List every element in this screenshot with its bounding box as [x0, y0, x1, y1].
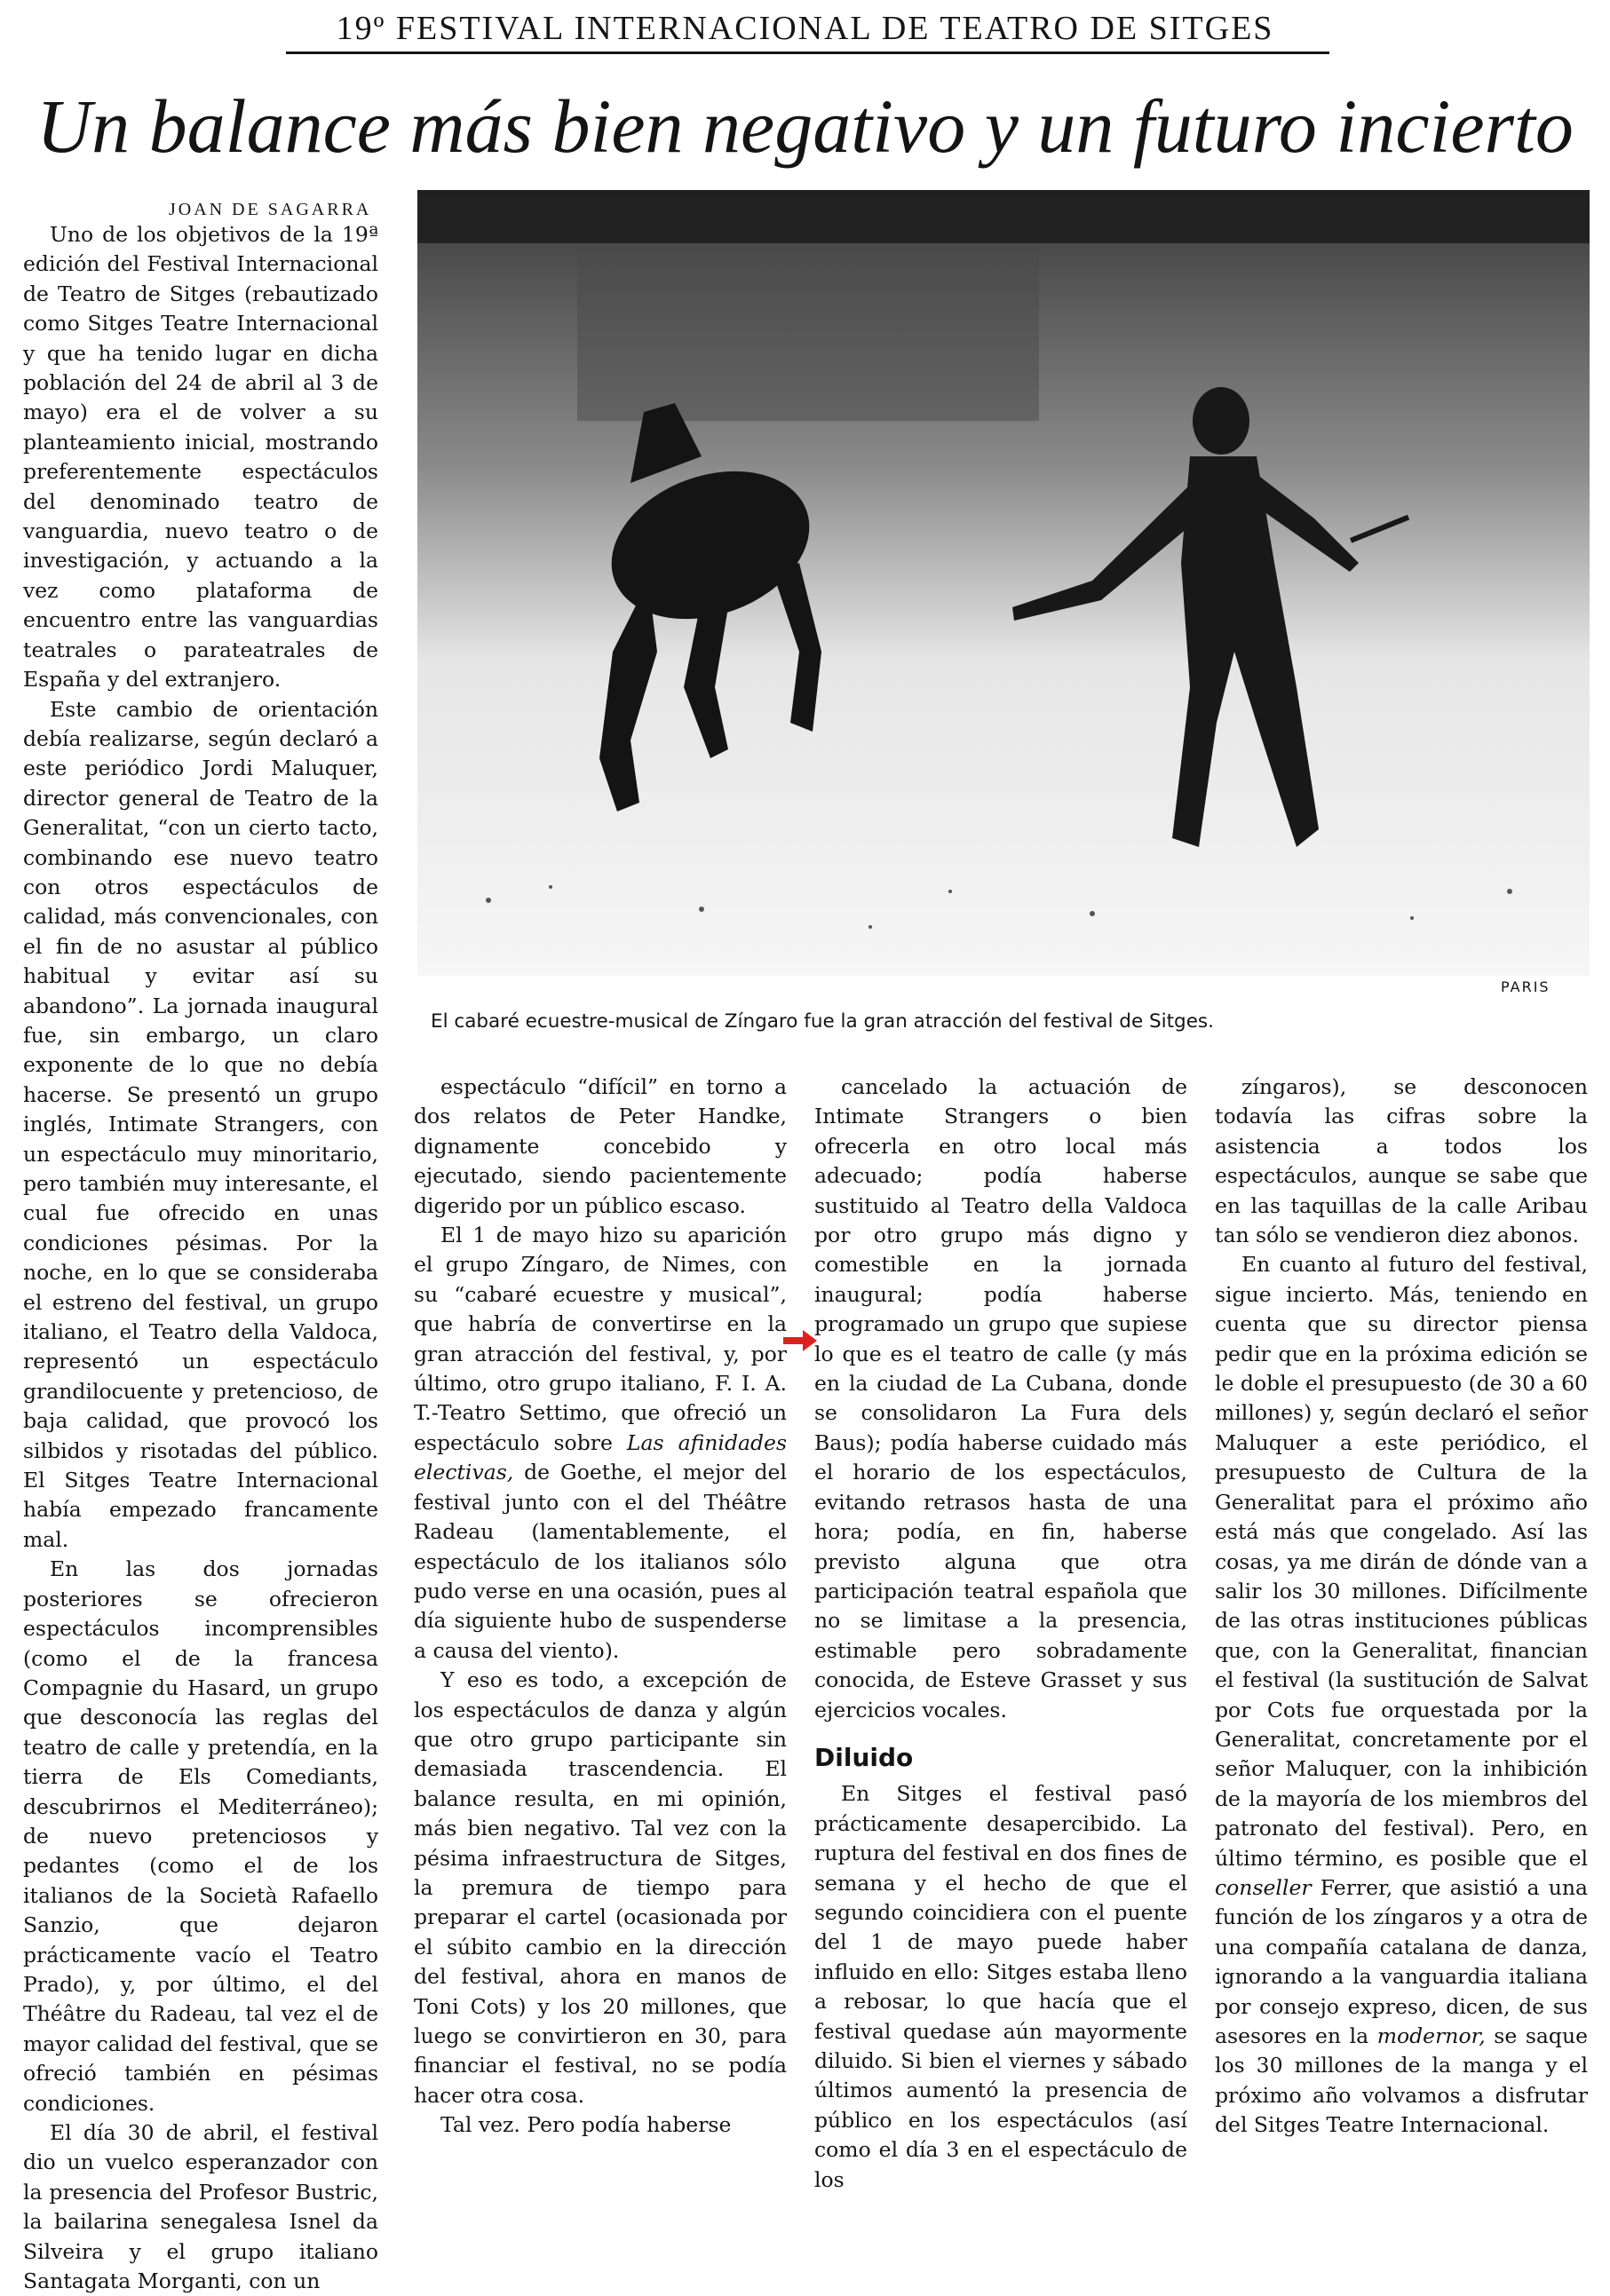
- paragraph: cancelado la actuación de Intimate Strangers o bien ofrecerla en otro local más adecuado; podía haberse sustituido al Teatro della Valdoca por otro grupo más digno y comestible en la jornada inaugural; podía haberse programado un grupo que supiese lo que es el teatro de calle (y más en la ciudad de La Cubana, donde se consolidaron La Fura dels Baus); podía haberse cuidado más el horario de los espectáculos, evitando retrasos hasta de una hora; podía, en fin, haberse previsto alguna que otra participación teatral española que no se limitase a la presencia, estimable pero sobradamente conocida, de Esteve Grasset y sus ejercicios vocales.: [814, 1074, 1187, 1722]
- italic-term: modernor,: [1376, 2023, 1486, 2048]
- column-2: [414, 1073, 787, 2141]
- work-title: Las afinidades electivas,: [414, 1429, 788, 1485]
- subheading: Diluido: [814, 1742, 914, 1772]
- red-arrow-icon: [783, 1330, 817, 1351]
- paragraph-text: En cuanto al futuro del festival, sigue incierto. Más, teniendo en cuenta que su director piensa pedir que en la próxima edición se le doble el presupuesto (de 30 a 60 millones) y, según declaró el señor Maluquer a este periódico, el presupuesto de Cultura de la Generalitat para el próximo año está más que congelado. Así las cosas, ya me dirán de dónde van a salir los 30 millones. Difícilmente de las otras instituciones públicas que, con la Generalitat, financian el festival (la sustitución de Salvat por Cots fue orquestada por la Generalitat, concretamente por el señor Maluquer, con la inhibición de la mayoría de los miembros del patronato del festival). Pero, en último término, es posible que el: [1215, 1252, 1588, 1871]
- photo-illustration: [417, 190, 1590, 976]
- paragraph-text: se saque los 30 millones de la manga y el próximo año volvamos a disfrutar del Sitges Teatre Internacional.: [1215, 2023, 1588, 2138]
- paragraph: Uno de los objetivos de la 19ª edición del Festival Internacional de Teatro de Sitges (rebautizado como Sitges Teatre Internacional y que ha tenido lugar en dicha población del 24 de abril al 3 de mayo) era el de volver a su planteamiento inicial, mostrando preferentemente espectáculos del denominado teatro de vanguardia, nuevo teatro o de investigación, y actuando a la vez como plataforma de encuentro entre las vanguardias teatrales o parateatrales de España y del extranjero.: [23, 222, 378, 693]
- paragraph: Este cambio de orientación debía realizarse, según declaró a este periódico Jordi Maluquer, director general de Teatro de la Generalitat, “con un cierto tacto, combinando ese nuevo teatro con otros espectáculos de calidad, más convencionales, con el fin de no asustar al público habitual y evitar así su abandono”. La jornada inaugural fue, sin embargo, un claro exponente de lo que no debía hacerse. Se presentó un grupo inglés, Intimate Strangers, con un espectáculo muy minoritario, pero también muy interesante, el cual fue ofrecido en unas condiciones pésimas. Por la noche, en lo que se consideraba el estreno del festival, un grupo italiano, el Teatro della Valdoca, representó un espectáculo grandilocuente y pretencioso, de baja calidad, que provocó los silbidos y risotadas del público. El Sitges Teatre Internacional había empezado francamente mal.: [23, 696, 378, 1552]
- byline: JOAN DE SAGARRA: [169, 200, 372, 219]
- paragraph-text: El 1 de mayo hizo su aparición el grupo Zíngaro, de Nimes, con su “cabaré ecuestre y musical”, que habría de convertirse en la gran atracción del festival, y, por último, otro grupo italiano, F. I. A. T.-Teatro Settimo, que ofreció un espectáculo sobre: [414, 1223, 787, 1455]
- column-1: [23, 220, 378, 2296]
- photo: [417, 190, 1590, 976]
- photo-caption: El cabaré ecuestre-musical de Zíngaro fue la gran atracción del festival de Sitges.: [431, 1010, 1214, 1033]
- italic-term: conseller: [1215, 1874, 1312, 1900]
- paragraph: Tal vez. Pero podía haberse: [440, 2112, 732, 2138]
- paragraph: El día 30 de abril, el festival dio un vuelco esperanzador con la presencia del Profesor Bustric, la bailarina senegalesa Isnel da Silveira y el grupo italiano Santagata Morganti, con un: [23, 2120, 378, 2294]
- paragraph: espectáculo “difícil” en torno a dos relatos de Peter Handke, dignamente concebido y ejecutado, siendo pacientemente digerido por un público escaso.: [414, 1074, 787, 1218]
- paragraph: En las dos jornadas posteriores se ofrecieron espectáculos incomprensibles (como el de la francesa Compagnie du Hasard, un grupo que desconocía las reglas del teatro de calle y pretendía, en la tierra de Els Comediants, descubrirnos el Mediterráneo); de nuevo pretenciosos y pedantes (como el de los italianos de la Società Rafaello Sanzio, que dejaron prácticamente vacío el Teatro Prado), y, por último, el del Théâtre du Radeau, tal vez el de mayor calidad del festival, que se ofreció también en pésimas condiciones.: [23, 1556, 378, 2116]
- paragraph: [1215, 1250, 1588, 2140]
- kicker-rule: [286, 51, 1329, 54]
- column-4: [1215, 1073, 1588, 2141]
- paragraph: En Sitges el festival pasó prácticamente desapercibido. La ruptura del festival en dos fines de semana y el hecho de que el segundo coincidiera con el puente del 1 de mayo puede haber influido en ello: Sitges estaba lleno a rebosar, lo que hacía que el festival quedase aún mayormente diluido. Si bien el viernes y sábado últimos aumentó la presencia de público en los espectáculos (así como el día 3 en el espectáculo de los: [814, 1781, 1187, 2192]
- paragraph-text: Ferrer, que asistió a una función de los zíngaros y a otra de una compañía catalana de danza, ignorando a la vanguardia italiana por consejo expreso, dicen, de sus asesores en la: [1215, 1874, 1588, 2048]
- paragraph-text: de Goethe, el mejor del festival junto con el del Théâtre Radeau (lamentablemente, el espectáculo de los italianos sólo pudo verse en una ocasión, pues al día siguiente hubo de suspenderse a causa del viento).: [414, 1460, 787, 1663]
- column-3: [814, 1073, 1187, 2195]
- paragraph: zíngaros), se desconocen todavía las cifras sobre la asistencia a todos los espectáculos, aunque se sabe que en las taquillas de la calle Aribau tan sólo se vendieron diez abonos.: [1215, 1074, 1588, 1248]
- section-kicker: 19º FESTIVAL INTERNACIONAL DE TEATRO DE SITGES: [336, 10, 1274, 47]
- photo-credit: PARIS: [1501, 978, 1551, 995]
- paragraph: [414, 1221, 787, 1666]
- paragraph: Y eso es todo, a excepción de los espectáculos de danza y algún que otro grupo participante sin demasiada trascendencia. El balance resulta, en mi opinión, más bien negativo. Tal vez con la pésima infraestructura de Sitges, la premura de tiempo para preparar el cartel (ocasionada por el súbito cambio en la dirección del festival, ahora en manos de Toni Cots) y los 20 millones, que luego se convirtieron en 30, para financiar el festival, no se podía hacer otra cosa.: [414, 1667, 787, 2108]
- headline: Un balance más bien negativo y un futuro incierto: [36, 83, 1574, 169]
